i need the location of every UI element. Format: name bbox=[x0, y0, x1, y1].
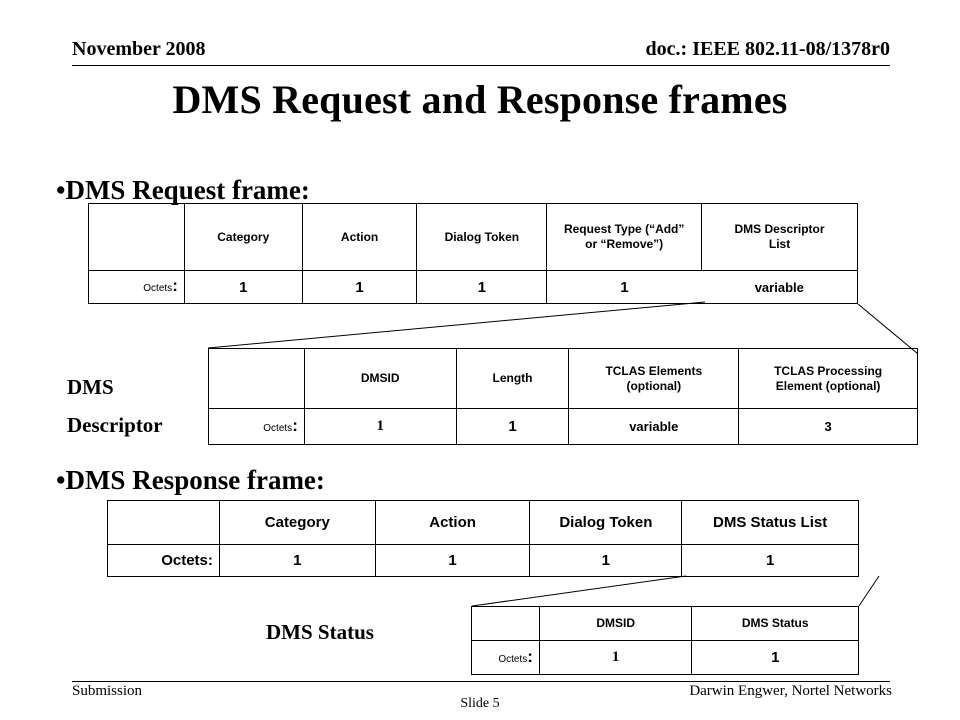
descriptor-header-dmsid: DMSID bbox=[304, 349, 456, 409]
descriptor-octets-length: 1 bbox=[456, 409, 569, 445]
descriptor-octets-tclas-processing: 3 bbox=[739, 409, 918, 445]
footer-submission: Submission bbox=[72, 683, 143, 699]
response-frame-bullet: •DMS Response frame: bbox=[56, 465, 325, 495]
descriptor-header-tclas-elements-text: TCLAS Elements (optional) bbox=[605, 363, 703, 393]
response-octets-dialog-token: 1 bbox=[530, 545, 682, 577]
header-date: November 2008 bbox=[72, 38, 206, 60]
request-octets-label-text: Octets bbox=[143, 283, 173, 294]
slide-title: DMS Request and Response frames bbox=[172, 77, 788, 122]
descriptor-expansion-line-left bbox=[208, 302, 705, 348]
status-octets-label-text: Octets bbox=[498, 653, 528, 665]
response-header-action: Action bbox=[375, 501, 530, 545]
response-octets-status-list: 1 bbox=[682, 545, 859, 577]
footer-slide-number: Slide 5 bbox=[460, 696, 500, 711]
response-header-category: Category bbox=[219, 501, 375, 545]
request-header-descriptor-list-text: DMS Descriptor List bbox=[734, 222, 825, 251]
status-expansion-line-left bbox=[472, 576, 686, 606]
response-octets-label: Octets: bbox=[108, 545, 220, 577]
request-octets-dialog-token: 1 bbox=[417, 271, 547, 304]
response-header-status-list: DMS Status List bbox=[682, 501, 859, 545]
response-octets-category: 1 bbox=[219, 545, 375, 577]
descriptor-octets-dmsid: 1 bbox=[304, 409, 456, 445]
response-octets-action: 1 bbox=[375, 545, 530, 577]
request-octets-colon: : bbox=[172, 276, 178, 295]
response-header-dialog-token: Dialog Token bbox=[530, 501, 682, 545]
request-octets-category: 1 bbox=[184, 271, 302, 304]
status-label: DMS Status bbox=[266, 620, 374, 644]
request-octets-action: 1 bbox=[302, 271, 417, 304]
footer-author: Darwin Engwer, Nortel Networks bbox=[689, 683, 892, 699]
request-header-category: Category bbox=[184, 204, 302, 271]
descriptor-header-length: Length bbox=[456, 349, 569, 409]
request-frame-bullet: •DMS Request frame: bbox=[56, 175, 310, 205]
footer-rule bbox=[72, 681, 890, 682]
header-doc-id: doc.: IEEE 802.11-08/1378r0 bbox=[645, 38, 890, 60]
status-expansion-line-right bbox=[859, 576, 879, 606]
request-header-action: Action bbox=[302, 204, 417, 271]
request-octets-request-type: 1 bbox=[547, 271, 702, 304]
status-header-dms-status: DMS Status bbox=[692, 607, 859, 641]
descriptor-octets-colon: : bbox=[292, 415, 298, 435]
status-octets-colon: : bbox=[527, 646, 533, 666]
descriptor-expansion-line-right bbox=[858, 304, 918, 354]
descriptor-octets-label-text: Octets bbox=[263, 422, 293, 434]
descriptor-octets-tclas-elements: variable bbox=[569, 409, 739, 445]
request-header-request-type-text: Request Type (“Add” or “Remove”) bbox=[563, 222, 685, 251]
status-octets-dms-status: 1 bbox=[692, 641, 859, 675]
status-octets-dmsid: 1 bbox=[539, 641, 692, 675]
descriptor-label-line2: Descriptor bbox=[67, 413, 163, 437]
descriptor-label-line1: DMS bbox=[67, 375, 114, 399]
descriptor-header-tclas-processing-text: TCLAS Processing Element (optional) bbox=[774, 363, 883, 393]
status-header-dmsid: DMSID bbox=[539, 607, 692, 641]
request-header-dialog-token: Dialog Token bbox=[417, 204, 547, 271]
request-octets-descriptor-list: variable bbox=[702, 271, 858, 304]
